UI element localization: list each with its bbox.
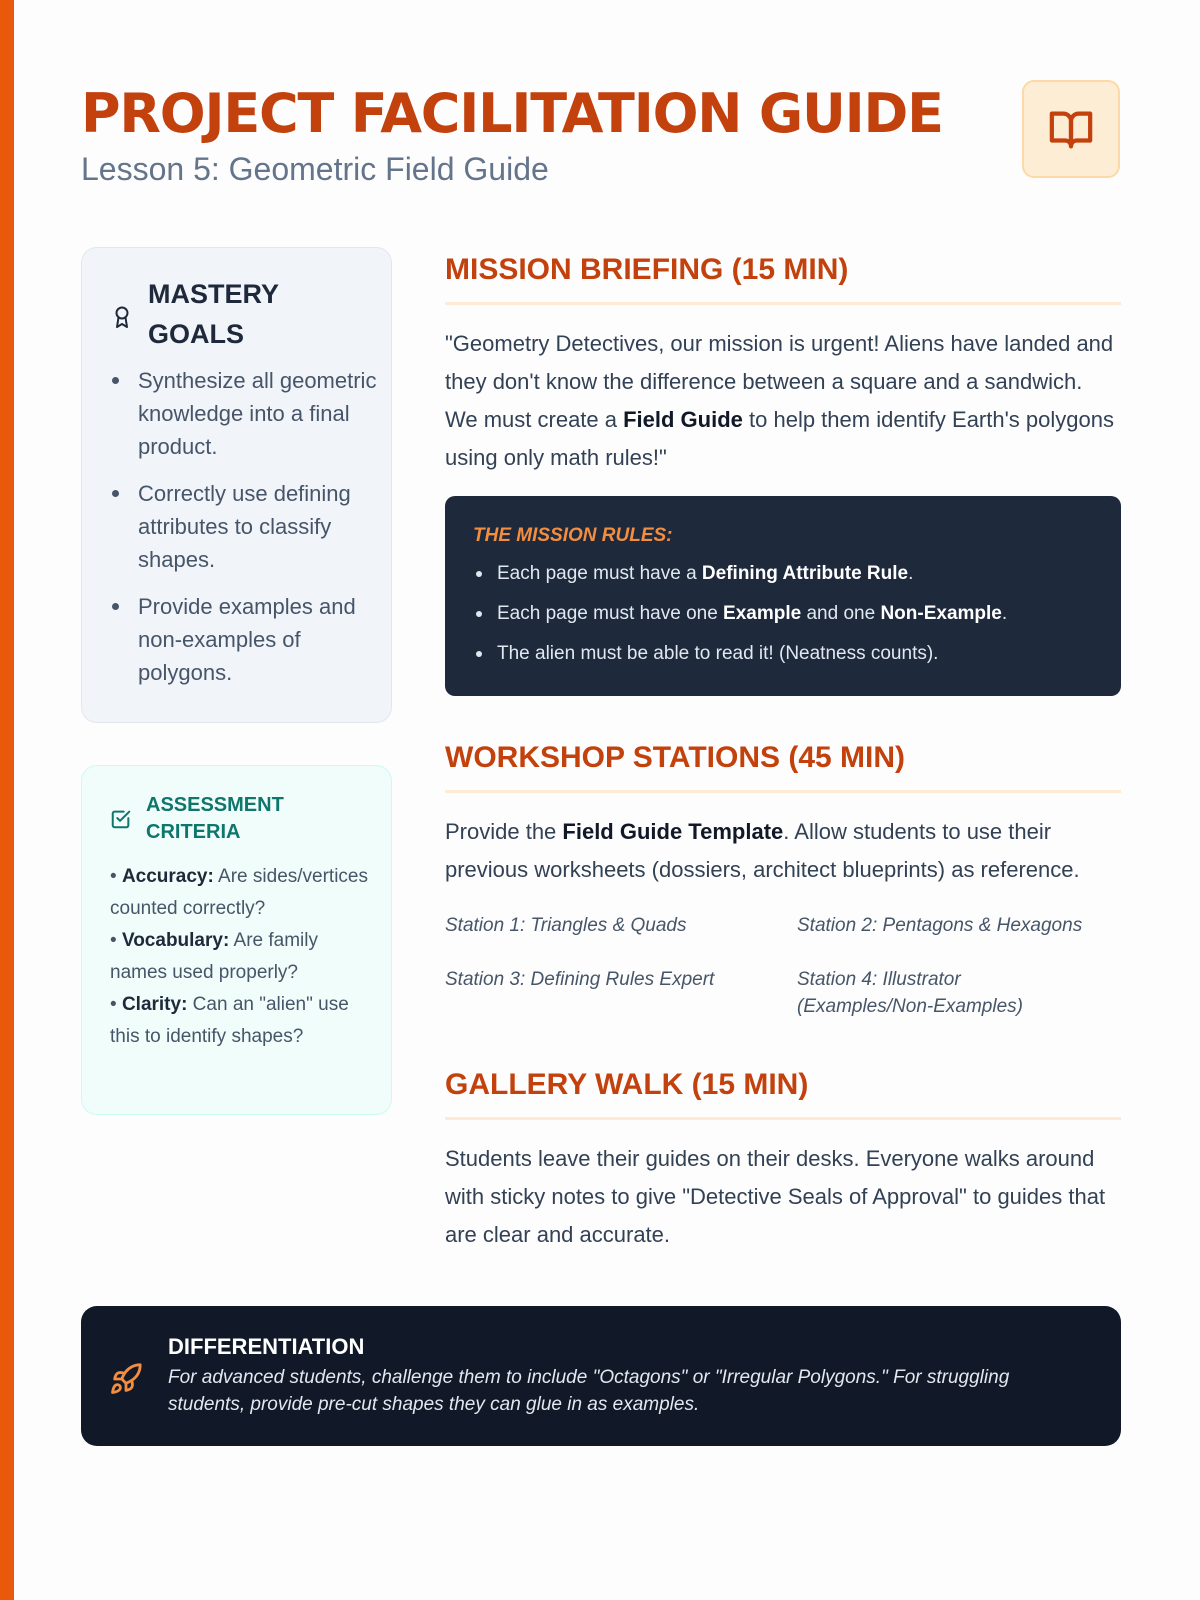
mission-section xyxy=(445,250,1121,477)
book-icon xyxy=(1046,106,1096,152)
mastery-goals-list xyxy=(110,364,380,703)
mastery-goals-title: MASTERY GOALS xyxy=(148,279,279,349)
station-2: Station 2: Pentagons & Hexagons xyxy=(797,915,1083,936)
rule-text: . xyxy=(1001,603,1008,624)
rocket-icon xyxy=(109,1362,143,1396)
workshop-text-part: . Allow students to use their previous worksheets (dossiers, architect blueprints) as reference. xyxy=(445,819,1080,882)
criterion-text: Can an "alien" use this to identify shapes? xyxy=(110,994,349,1047)
assessment-criteria-card xyxy=(81,765,392,1115)
rule-emphasis: Example xyxy=(723,603,802,624)
station-4: Station 4: Illustrator (Examples/Non-Examples) xyxy=(797,969,1023,1017)
rule-text: . xyxy=(908,563,914,584)
workshop-text-part: Provide the xyxy=(445,819,563,844)
assessment-criteria-list xyxy=(110,861,380,1053)
rule-emphasis: Non-Example xyxy=(880,603,1002,624)
rule-text: The alien must be able to read it! (Neatness counts). xyxy=(497,643,939,664)
list-item: Provide examples and non-examples of polygons. xyxy=(110,590,380,689)
rule-emphasis: Defining Attribute Rule xyxy=(701,563,909,584)
differentiation-box xyxy=(81,1306,1121,1446)
criterion: • Clarity: Can an "alien" use this to identify shapes? xyxy=(110,994,349,1047)
mission-heading: MISSION BRIEFING (15 MIN) xyxy=(445,250,1121,305)
criterion-label: Accuracy: xyxy=(121,866,214,887)
criterion-text: Are family names used properly? xyxy=(110,930,318,983)
accent-bar xyxy=(0,0,14,1600)
rule-text: and one xyxy=(801,603,881,624)
mission-text-emphasis: Field Guide xyxy=(623,407,743,432)
workshop-text-emphasis: Field Guide Template xyxy=(562,819,784,844)
gallery-heading: GALLERY WALK (15 MIN) xyxy=(445,1065,1121,1120)
criterion: • Vocabulary: Are family names used properly? xyxy=(110,930,318,983)
mission-rules-list xyxy=(473,554,1093,674)
list-item: Synthesize all geometric knowledge into a final product. xyxy=(110,364,380,463)
workshop-heading: WORKSHOP STATIONS (45 MIN) xyxy=(445,738,1121,793)
station-1: Station 1: Triangles & Quads xyxy=(445,915,687,936)
criterion-label: Vocabulary: xyxy=(121,930,230,951)
mission-text-part: "Geometry Detectives, our mission is urgent! Aliens have landed and they don't know the difference between a square and a sandwich. We must create a xyxy=(445,331,1114,432)
list-item xyxy=(473,634,1093,674)
rule-text: Each page must have a xyxy=(497,563,702,584)
page-subtitle: Lesson 5: Geometric Field Guide xyxy=(81,151,549,187)
workshop-text xyxy=(445,813,1121,889)
criterion: • Accuracy: Are sides/vertices counted correctly? xyxy=(110,866,368,919)
award-icon xyxy=(112,305,132,329)
gallery-text: Students leave their guides on their desks. Everyone walks around with sticky notes to give "Detective Seals of Approval" to guides that are clear and accurate. xyxy=(445,1146,1106,1247)
criterion-text: Are sides/vertices counted correctly? xyxy=(110,866,368,919)
page-title: PROJECT FACILITATION GUIDE xyxy=(81,82,943,145)
criterion-label: Clarity: xyxy=(121,994,188,1015)
gallery-section xyxy=(445,1065,1121,1254)
mission-text-part: to help them identify Earth's polygons using only math rules!" xyxy=(445,407,1114,470)
list-item: Correctly use defining attributes to classify shapes. xyxy=(110,477,380,576)
mastery-goals-header xyxy=(112,274,372,358)
mastery-goals-card xyxy=(81,247,392,723)
rule-text: Each page must have one xyxy=(497,603,724,624)
mission-text xyxy=(445,325,1121,477)
checkbox-icon xyxy=(110,808,132,830)
assessment-header xyxy=(110,792,370,848)
differentiation-title: DIFFERENTIATION xyxy=(168,1334,365,1359)
page-header xyxy=(81,78,1121,188)
differentiation-text: For advanced students, challenge them to include "Octagons" or "Irregular Polygons." For struggling students, provide pre-cut shapes they can glue in as examples. xyxy=(168,1367,1010,1415)
assessment-title: ASSESSMENT CRITERIA xyxy=(146,794,284,843)
mission-rules-box xyxy=(445,496,1121,696)
list-item xyxy=(473,554,1093,594)
book-badge xyxy=(1022,80,1120,178)
list-item xyxy=(473,594,1093,634)
workshop-section xyxy=(445,738,1121,889)
station-3: Station 3: Defining Rules Expert xyxy=(445,969,715,990)
stations-grid xyxy=(445,912,1121,1022)
mission-rules-title: THE MISSION RULES: xyxy=(473,525,673,546)
